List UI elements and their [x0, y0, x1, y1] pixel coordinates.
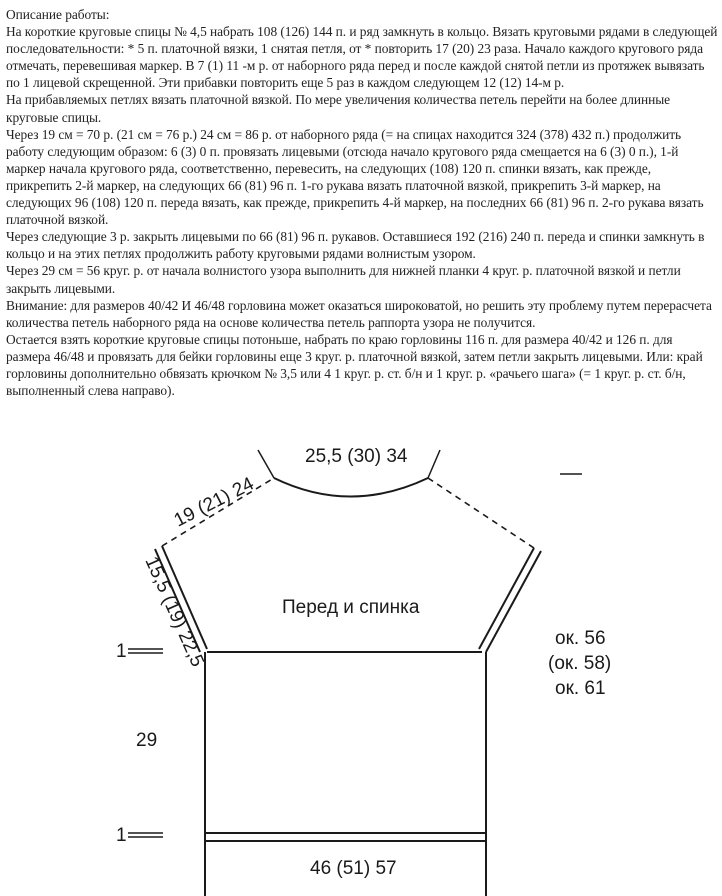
paragraph-division: Через 19 см = 70 р. (21 см = 76 р.) 24 см = 86 р. от наборного ряда (= на спицах находится 324 (378) 432 п.) продолжить работу следующим образом: 6 (3) 0 п. провязать лицевыми (отсюда начало кругового ряда смещается на 6 (3) 0 п.), 1-й маркер начала кругового ряда, соответственно, перевесить, на следующих (108) 120 п. спинки вязать, как прежде, прикрепить 2-й маркер, на следующих 66 (81) 96 п. 1-го рукава вязать платочной вязкой, прикрепить 3-й маркер, на следующих 96 (108) 120 п. переда вязать, как прежде, прикрепить 4-й маркер, на последних 66 (81) 96 п. 2-го рукава вязать платочной вязкой. [6, 126, 704, 228]
circumference-line-2: (ок. 58) [548, 653, 612, 674]
pattern-description [6, 6, 718, 399]
armhole-depth-label: 15,5 (19) 22,5 [140, 553, 208, 671]
circumference-line-3: ок. 61 [555, 678, 606, 699]
paragraph-increases: На прибавляемых петлях вязать платочной вязкой. По мере увеличения количества петель перейти на более длинные круговые спицы. [6, 92, 671, 125]
yoke-depth-label: 19 (21) 24 [170, 473, 258, 532]
yoke-dashed-right [428, 478, 534, 548]
band-top-label: 1 [116, 641, 127, 662]
paragraph-cast-on: На короткие круговые спицы № 4,5 набрать 108 (126) 144 п. и ряд замкнуть в кольцо. Вязать круговыми рядами в следующей последовательности: * 5 п. платочной вязки, 1 снятая петля, от * повторить 17 (20) 23 раза. Начало каждого кругового ряда отмечать, перевешивая маркер. В 7 (1) 11 -м р. от наборного ряда перед и после каждой снятой петли из протяжек вывязать по 1 лицевой скрещенной. Эти прибавки повторить еще 5 раз в каждом следующем 12 (12) 14-м р. [6, 24, 718, 91]
bottom-width-label: 46 (51) 57 [310, 858, 397, 879]
paragraph-sleeves: Через следующие 3 р. закрыть лицевыми по 66 (81) 96 п. рукавов. Оставшиеся 192 (216) 240 п. переда и спинки замкнуть в кольцо и на этих петлях продолжить работу круговыми рядами волнистым узором. [6, 229, 705, 262]
armhole-right-inner [479, 548, 534, 649]
neck-right-edge [428, 450, 440, 478]
neck-width-label: 25,5 (30) 34 [305, 446, 408, 467]
armhole-right-outer [486, 551, 541, 652]
schematic-diagram [0, 430, 722, 896]
paragraph-lower-band: Через 29 см = 56 круг. р. от начала волнистого узора выполнить для нижней планки 4 круг. р. платочной вязкой и петли закрыть лицевыми. [6, 263, 681, 296]
body-length-label: 29 [136, 730, 158, 751]
neck-curve [274, 478, 428, 497]
paragraph-attention: Внимание: для размеров 40/42 И 46/48 горловина может оказаться широковатой, но решить эту проблему путем перерасчета количества петель наборного ряда на основе количества петель раппорта узора не получится. [6, 297, 712, 330]
band-bottom-label: 1 [116, 825, 127, 846]
description-title: Описание работы: [6, 7, 110, 22]
circumference-line-1: ок. 56 [555, 628, 606, 649]
piece-label: Перед и спинка [282, 597, 420, 618]
neck-left-edge [258, 450, 274, 478]
paragraph-neckline: Остается взять короткие круговые спицы потоньше, набрать по краю горловины 116 п. для размера 40/42 и 126 п. для размера 46/48 и провязать для бейки горловины еще 3 круг. р. платочной вязкой, затем петли закрыть лицевыми. Или: край горловины дополнительно обвязать крючком № 3,5 или 4 1 круг. р. ст. б/н и 1 круг. р. «рачьего шага» (= 1 круг. р. ст. б/н, выполненный слева направо). [6, 331, 703, 399]
